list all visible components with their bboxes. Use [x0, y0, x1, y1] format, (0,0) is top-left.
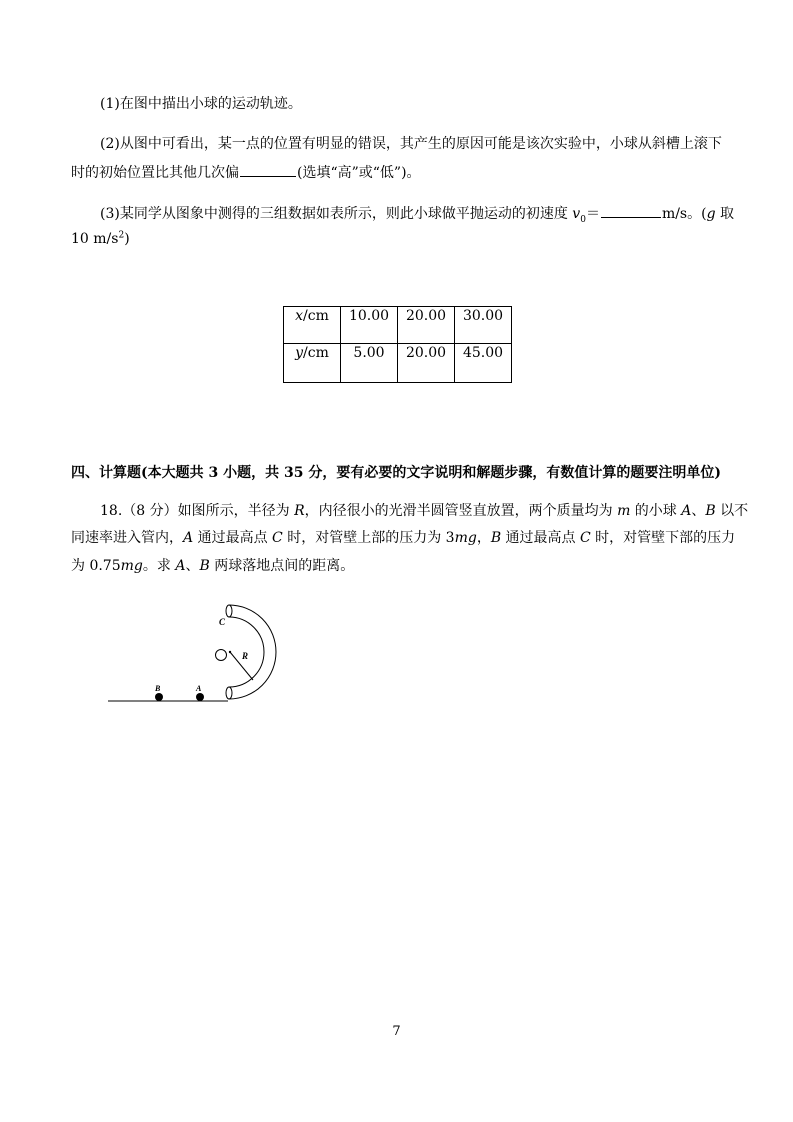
answer-blank-v0[interactable]	[601, 203, 661, 218]
table-row-x	[284, 307, 512, 344]
page-number: 7	[392, 1024, 401, 1039]
table-cell: 45.00	[455, 344, 512, 383]
answer-blank-high-low[interactable]	[240, 162, 296, 177]
ball-a	[196, 693, 204, 701]
q18-line2: 同速率进入管内，A 通过最高点 C 时，对管壁上部的压力为 3mg，B 通过最高点 C 时，对管壁下部的压力	[71, 530, 736, 546]
label-r: R	[242, 651, 249, 661]
label-c: C	[219, 617, 226, 627]
table-cell: 10.00	[341, 307, 398, 344]
table-cell: 20.00	[398, 344, 455, 383]
label-a: A	[196, 684, 202, 693]
q18-line1: 18.（8 分）如图所示，半径为 R，内径很小的光滑半圆管竖直放置，两个质量均为 m 的小球 A、B 以不	[100, 503, 749, 519]
q3-line2: 10 $m/s^2$)	[71, 230, 130, 247]
q2-line1: (2)从图中可看出，某一点的位置有明显的错误，其产生的原因可能是该次实验中，小球从斜槽上滚下	[100, 136, 722, 152]
tube-top-opening	[226, 605, 232, 617]
table-cell: 30.00	[455, 307, 512, 344]
data-table	[283, 306, 512, 383]
table-row-y	[284, 344, 512, 383]
q1-text: (1)在图中描出小球的运动轨迹。	[100, 96, 302, 112]
section-heading: 四、计算题(本大题共 3 小题，共 35 分，要有必要的文字说明和解题步骤，有数值计算的题要注明单位)	[71, 465, 721, 481]
q18-line3: 为 0.75mg。求 A、B 两球落地点间的距离。	[71, 558, 355, 574]
table-header-x: x/cm	[284, 307, 341, 344]
table-cell: 20.00	[398, 307, 455, 344]
q3-line1: (3)某同学从图象中测得的三组数据如表所示，则此小球做平抛运动的初速度 $v_0= m/s$。(g 取	[100, 203, 734, 223]
tube-bottom-opening	[226, 687, 232, 699]
tube-outer-wall	[229, 605, 276, 699]
table-cell: 5.00	[341, 344, 398, 383]
center-circle	[216, 650, 227, 661]
table-header-y: y/cm	[284, 344, 341, 383]
q2-line2: 时的初始位置比其他几次偏 (选填“高”或“低”)。	[71, 162, 421, 182]
semicircle-tube-figure	[100, 596, 290, 711]
label-b: B	[155, 684, 161, 693]
ball-b	[155, 693, 163, 701]
